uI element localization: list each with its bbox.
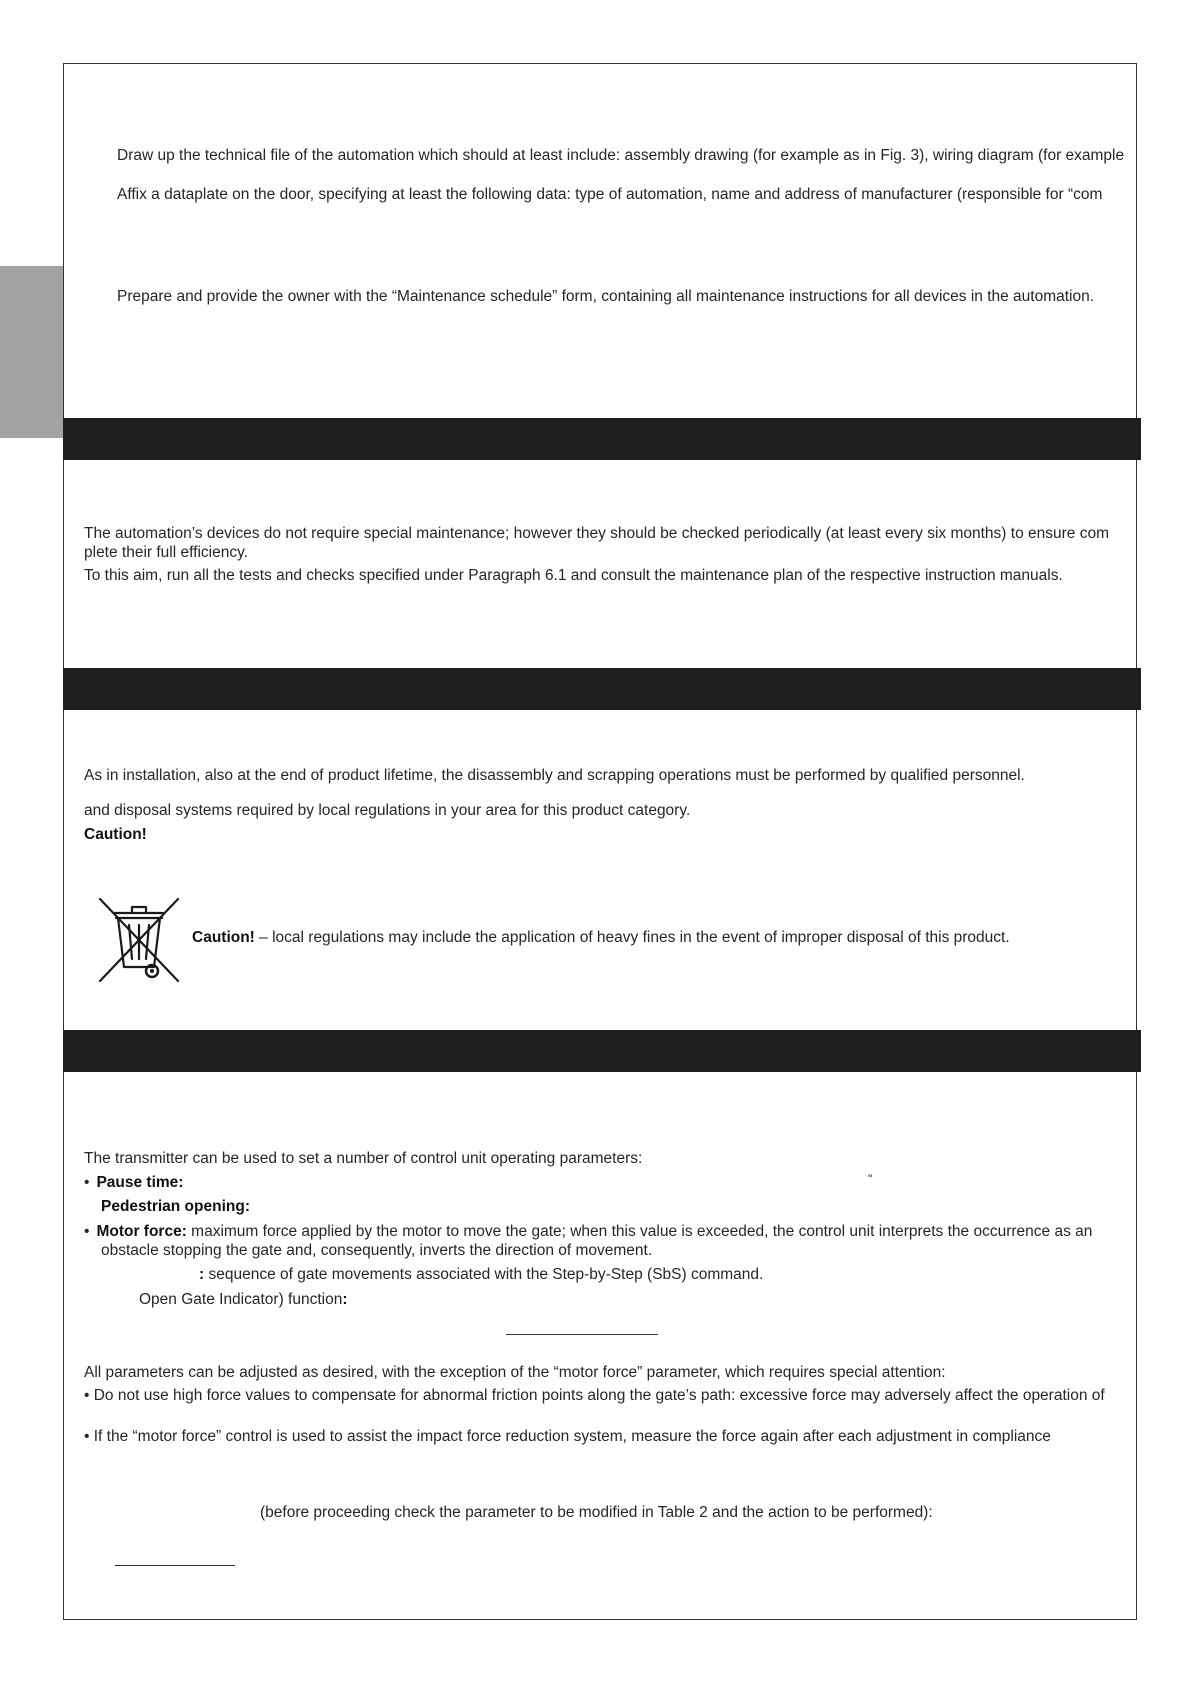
- pause-time-item: • Pause time:: [84, 1174, 184, 1191]
- side-tab: [0, 266, 63, 438]
- maintenance-paragraph: The automation’s devices do not require special maintenance; however they should be checked periodically (at least every six months) to ensure com plete their full efficiency.: [84, 525, 1109, 561]
- caution-label: Caution!: [84, 826, 147, 843]
- technical-file-instruction: Draw up the technical file of the automation which should at least include: assembly drawing (for example as in Fig. 3), wiring diagram (for example: [117, 147, 1125, 164]
- programming-heading-bar: [63, 1030, 1141, 1072]
- disposal-systems-paragraph: and disposal systems required by local regulations in your area for this product category.: [84, 802, 691, 819]
- transmitter-intro: The transmitter can be used to set a number of control unit operating parameters:: [84, 1150, 643, 1167]
- underline-rule-bottom: [115, 1565, 235, 1566]
- open-gate-indicator-item: Open Gate Indicator) function:: [139, 1291, 348, 1308]
- sbs-sequence-item: : sequence of gate movements associated with the Step-by-Step (SbS) command.: [199, 1266, 764, 1283]
- pedestrian-opening-label: Pedestrian opening:: [101, 1198, 250, 1215]
- caution-fines-note: Caution! – local regulations may include the application of heavy fines in the event of improper disposal of this product.: [192, 929, 1010, 946]
- stray-quote-mark: ": [868, 1172, 873, 1186]
- parameters-note: All parameters can be adjusted as desired, with the exception of the “motor force” parameter, which requires special attention:: [84, 1364, 946, 1381]
- disposal-paragraph: As in installation, also at the end of product lifetime, the disassembly and scrapping operations must be performed by qualified personnel.: [84, 767, 1025, 784]
- force-warning-2: • If the “motor force” control is used to assist the impact force reduction system, measure the force again after each adjustment in compliance: [84, 1428, 1051, 1445]
- underline-rule: [506, 1334, 658, 1335]
- disposal-heading-bar: [63, 668, 1141, 710]
- motor-force-item: • Motor force: maximum force applied by the motor to move the gate; when this value is exceeded, the control unit interprets the occurrence as an obstacle stopping the gate and, consequently, inverts the direction of movement.: [84, 1223, 1093, 1259]
- maintenance-schedule-instruction: Prepare and provide the owner with the “Maintenance schedule” form, containing all maintenance instructions for all devices in the automation.: [117, 288, 1095, 305]
- dataplate-instruction: Affix a dataplate on the door, specifying at least the following data: type of automation, name and address of manufacturer (responsible for “com: [117, 186, 1103, 203]
- crossed-out-bin-icon: [96, 897, 182, 985]
- before-proceeding-note: (before proceeding check the parameter to be modified in Table 2 and the action to be performed):: [260, 1504, 933, 1521]
- force-warning-1: • Do not use high force values to compensate for abnormal friction points along the gate’s path: excessive force may adversely affect the operation of: [84, 1387, 1105, 1404]
- maintenance-tests-paragraph: To this aim, run all the tests and checks specified under Paragraph 6.1 and consult the maintenance plan of the respective instruction manuals.: [84, 567, 1063, 584]
- maintenance-heading-bar: [63, 418, 1141, 460]
